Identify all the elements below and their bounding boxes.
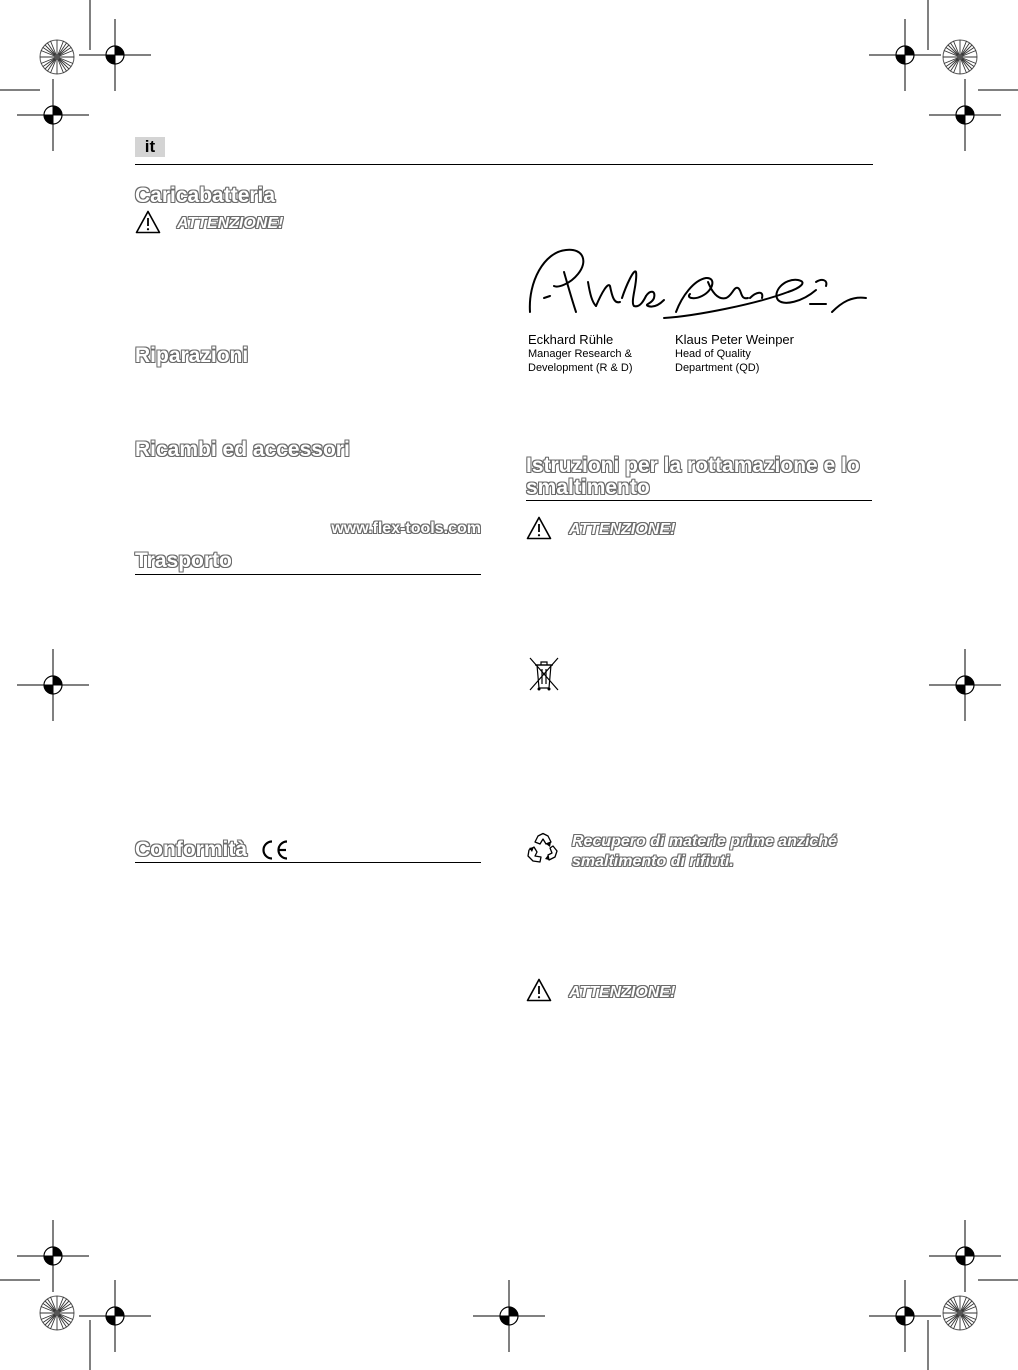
warning-triangle-icon: [526, 978, 552, 1002]
section-title-repairs: Riparazioni: [135, 344, 249, 367]
recycle-icon: [526, 832, 560, 864]
crossed-bin-icon: [528, 656, 560, 692]
signatory-2-role-line1: Head of Quality: [675, 348, 751, 360]
recycling-note-line2: smaltimento di rifiuti.: [572, 853, 734, 870]
signatory-2-name: Klaus Peter Weinper: [675, 332, 794, 347]
website-link[interactable]: www.flex-tools.com: [331, 520, 481, 537]
warning-triangle-icon: [526, 516, 552, 540]
disposal-warning-label-1: ATTENZIONE!: [569, 521, 676, 538]
warning-triangle-icon: [135, 210, 161, 234]
ce-mark-icon: [259, 839, 291, 861]
disposal-warning-label-2: ATTENZIONE!: [569, 984, 676, 1001]
signatures-image: [526, 242, 871, 332]
signatory-1-name: Eckhard Rühle: [528, 332, 614, 347]
section-title-conformity: Conformità: [135, 838, 247, 861]
language-badge: it: [135, 137, 165, 157]
signatory-1-role-line2: Development (R & D): [528, 362, 633, 374]
signatory-2-role-line2: Department (QD): [675, 362, 760, 374]
signatory-1-role-line1: Manager Research &: [528, 348, 632, 360]
section-title-parts: Ricambi ed accessori: [135, 438, 350, 461]
disposal-rule: [526, 500, 872, 501]
transport-rule: [135, 574, 481, 575]
section-title-charger: Caricabatteria: [135, 184, 276, 207]
section-title-disposal-line1: Istruzioni per la rottamazione e lo: [526, 454, 860, 477]
section-title-disposal-line2: smaltimento: [526, 476, 650, 499]
section-title-transport: Trasporto: [135, 549, 232, 572]
recycling-note-line1: Recupero di materie prime anziché: [572, 833, 837, 850]
conformity-rule: [135, 862, 481, 863]
charger-warning-label: ATTENZIONE!: [177, 215, 284, 232]
header-rule: [135, 164, 873, 165]
